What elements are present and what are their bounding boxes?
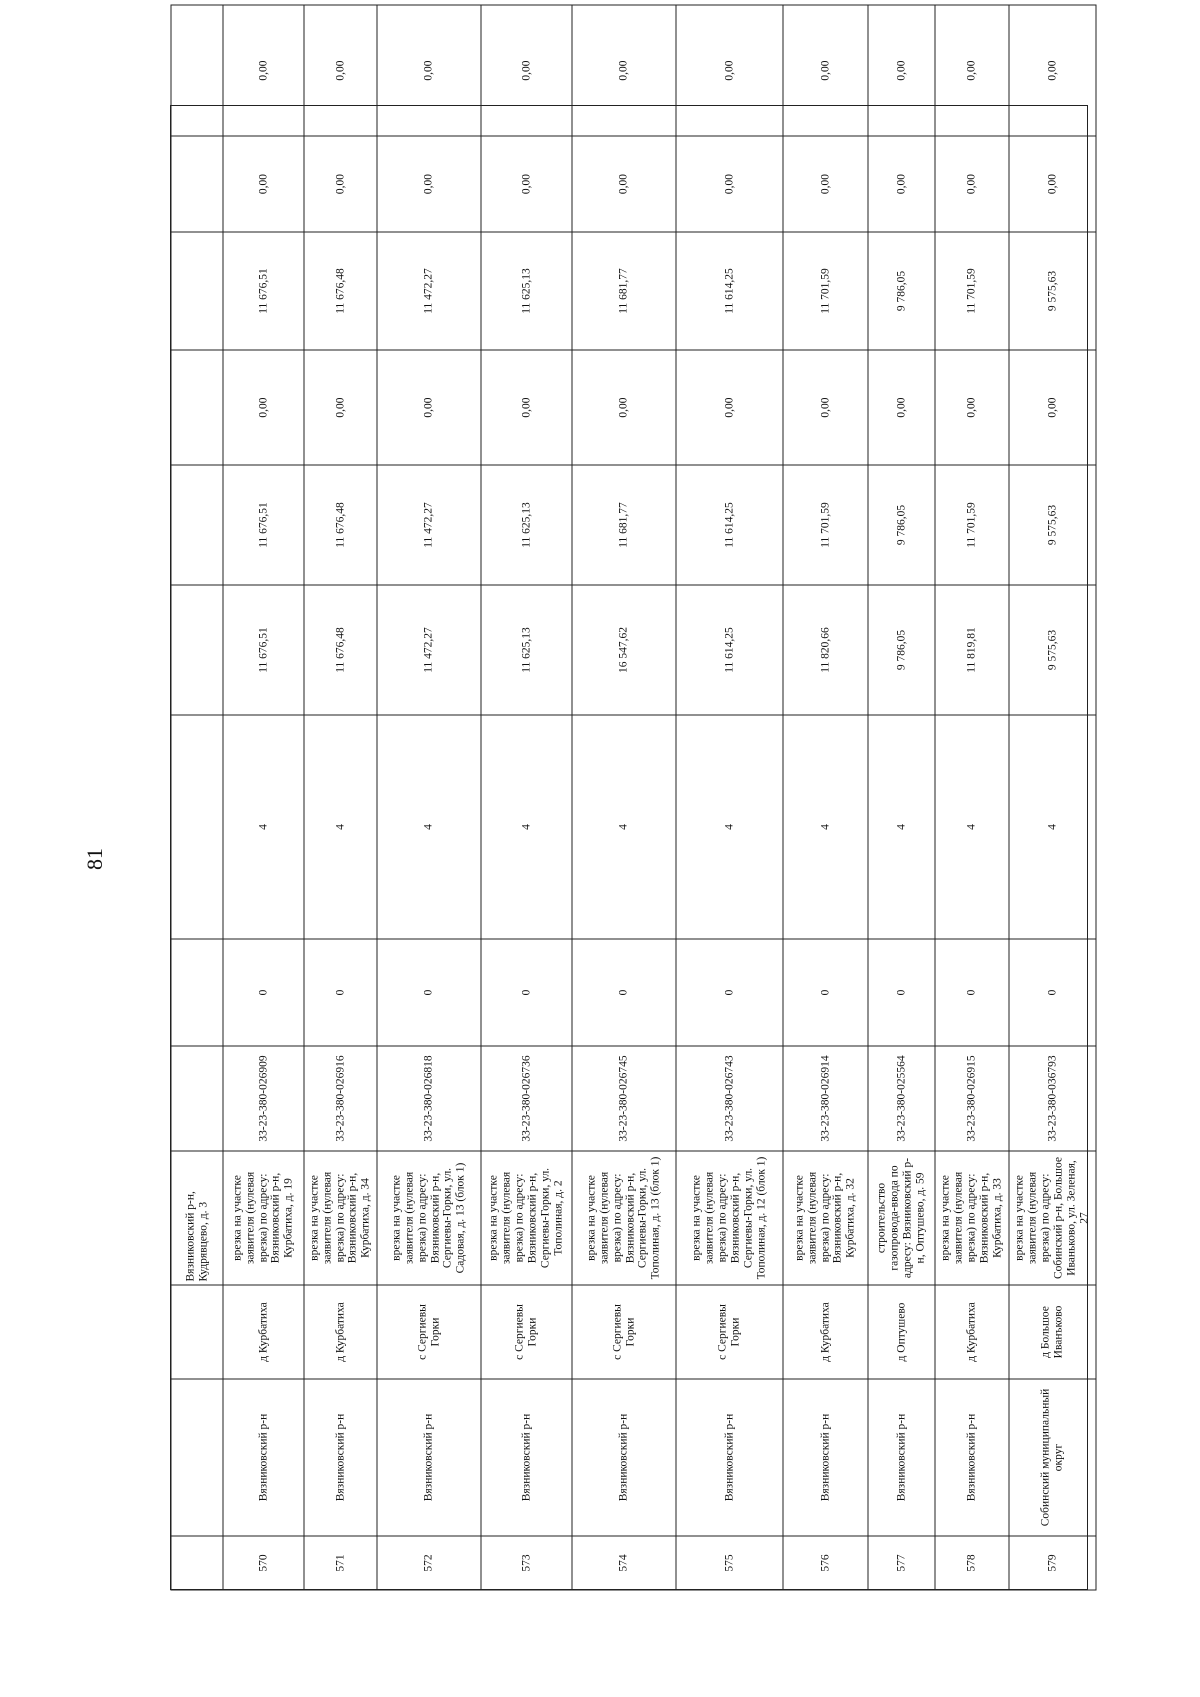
table-cell <box>171 350 223 465</box>
description-cell: врезка на участке заявителя (нулевая врезка) по адресу: Вязниковский р-н, Сергиевы-Горки, ул. Садовая, д. 13 (блок 1) <box>377 1151 481 1285</box>
district-cell: Вязниковский р-н <box>572 1379 676 1536</box>
row-number: 570 <box>223 1536 304 1590</box>
amount-cell: 0,00 <box>783 350 868 465</box>
value-cell: 0 <box>676 939 783 1046</box>
code-cell: 33-23-380-026736 <box>481 1046 572 1151</box>
district-cell: Вязниковский р-н <box>676 1379 783 1536</box>
table-row <box>783 5 868 1590</box>
value-cell: 4 <box>481 715 572 939</box>
table-cell <box>171 232 223 350</box>
amount-cell: 11 614,25 <box>676 585 783 715</box>
row-number: 571 <box>304 1536 377 1590</box>
locality-cell: д Большое Иванъково <box>1009 1285 1096 1379</box>
locality-cell: д Курбатиха <box>223 1285 304 1379</box>
district-cell: Вязниковский р-н <box>481 1379 572 1536</box>
value-cell: 0 <box>481 939 572 1046</box>
amount-cell: 11 614,25 <box>676 465 783 585</box>
locality-cell: с Сергиевы Горки <box>572 1285 676 1379</box>
row-number: 574 <box>572 1536 676 1590</box>
table-cell <box>171 715 223 939</box>
registry-table <box>170 4 1096 1590</box>
amount-cell: 0,00 <box>572 5 676 136</box>
amount-cell: 0,00 <box>572 136 676 232</box>
table-row <box>481 5 572 1590</box>
amount-cell: 11 701,59 <box>783 232 868 350</box>
value-cell: 4 <box>304 715 377 939</box>
amount-cell: 0,00 <box>676 350 783 465</box>
amount-cell: 11 701,59 <box>783 465 868 585</box>
district-cell: Вязниковский р-н <box>223 1379 304 1536</box>
code-cell: 33-23-380-026743 <box>676 1046 783 1151</box>
value-cell: 4 <box>676 715 783 939</box>
amount-cell: 0,00 <box>572 350 676 465</box>
value-cell: 4 <box>935 715 1009 939</box>
value-cell: 4 <box>1009 715 1096 939</box>
amount-cell: 0,00 <box>676 136 783 232</box>
description-cell: врезка на участке заявителя (нулевая врезка) по адресу: Вязниковский р-н, Курбатиха, д. 19 <box>223 1151 304 1285</box>
amount-cell: 0,00 <box>868 350 935 465</box>
amount-cell: 0,00 <box>304 136 377 232</box>
code-cell: 33-23-380-026914 <box>783 1046 868 1151</box>
amount-cell: 11 681,77 <box>572 465 676 585</box>
value-cell: 4 <box>783 715 868 939</box>
district-cell: Вязниковский р-н <box>935 1379 1009 1536</box>
amount-cell: 0,00 <box>1009 350 1096 465</box>
code-cell: 33-23-380-026745 <box>572 1046 676 1151</box>
description-cell: врезка на участке заявителя (нулевая врезка) по адресу: Вязниковский р-н, Сергиевы-Горки, ул. Тополиная, д. 2 <box>481 1151 572 1285</box>
amount-cell: 9 575,63 <box>1009 232 1096 350</box>
amount-cell: 11 472,27 <box>377 465 481 585</box>
amount-cell: 0,00 <box>783 136 868 232</box>
amount-cell: 9 786,05 <box>868 465 935 585</box>
value-cell: 0 <box>572 939 676 1046</box>
value-cell: 0 <box>304 939 377 1046</box>
amount-cell: 9 786,05 <box>868 232 935 350</box>
code-cell: 33-23-380-026818 <box>377 1046 481 1151</box>
value-cell: 0 <box>868 939 935 1046</box>
amount-cell: 11 676,51 <box>223 232 304 350</box>
locality-cell: с Сергиевы Горки <box>676 1285 783 1379</box>
amount-cell: 0,00 <box>481 350 572 465</box>
code-cell: 33-23-380-026915 <box>935 1046 1009 1151</box>
description-cell: врезка на участке заявителя (нулевая врезка) по адресу: Вязниковский р-н, Курбатиха, д. 32 <box>783 1151 868 1285</box>
registry-table-rotated <box>170 59 1090 1590</box>
amount-cell: 16 547,62 <box>572 585 676 715</box>
locality-cell: д Курбатиха <box>935 1285 1009 1379</box>
description-cell: строительство газопровода-ввода по адресу: Вязниковский р-н, Оптушево, д. 59 <box>868 1151 935 1285</box>
amount-cell: 0,00 <box>935 136 1009 232</box>
table-row <box>377 5 481 1590</box>
amount-cell: 11 625,13 <box>481 232 572 350</box>
amount-cell: 11 614,25 <box>676 232 783 350</box>
code-cell: 33-23-380-026916 <box>304 1046 377 1151</box>
amount-cell: 0,00 <box>935 5 1009 136</box>
value-cell: 0 <box>1009 939 1096 1046</box>
amount-cell: 0,00 <box>223 5 304 136</box>
table-row <box>676 5 783 1590</box>
row-number: 576 <box>783 1536 868 1590</box>
amount-cell: 0,00 <box>304 350 377 465</box>
value-cell: 0 <box>377 939 481 1046</box>
amount-cell: 0,00 <box>868 5 935 136</box>
table-cell <box>171 939 223 1046</box>
table-cell <box>171 1046 223 1151</box>
table-cell <box>171 136 223 232</box>
locality-cell: д Курбатиха <box>304 1285 377 1379</box>
description-cell: врезка на участке заявителя (нулевая врезка) по адресу: Вязниковский р-н, Сергиевы-Горки, ул. Тополиная, д. 12 (блок 1) <box>676 1151 783 1285</box>
amount-cell: 11 625,13 <box>481 585 572 715</box>
value-cell: 4 <box>223 715 304 939</box>
amount-cell: 11 676,51 <box>223 465 304 585</box>
row-number: 579 <box>1009 1536 1096 1590</box>
amount-cell: 11 681,77 <box>572 232 676 350</box>
page-number: 81 <box>82 848 107 870</box>
code-cell: 33-23-380-026909 <box>223 1046 304 1151</box>
amount-cell: 0,00 <box>481 5 572 136</box>
amount-cell: 11 472,27 <box>377 232 481 350</box>
row-number: 577 <box>868 1536 935 1590</box>
table-cell <box>171 1379 223 1536</box>
amount-cell: 9 786,05 <box>868 585 935 715</box>
table-row <box>572 5 676 1590</box>
amount-cell: 11 820,66 <box>783 585 868 715</box>
amount-cell: 0,00 <box>1009 136 1096 232</box>
table-cell <box>171 1285 223 1379</box>
amount-cell: 11 676,51 <box>223 585 304 715</box>
description-cell: врезка на участке заявителя (нулевая врезка) по адресу: Вязниковский р-н, Сергиевы-Горки, ул. Тополиная, д. 13 (блок 1) <box>572 1151 676 1285</box>
amount-cell: 0,00 <box>1009 5 1096 136</box>
value-cell: 0 <box>935 939 1009 1046</box>
code-cell: 33-23-380-025564 <box>868 1046 935 1151</box>
value-cell: 0 <box>223 939 304 1046</box>
amount-cell: 11 819,81 <box>935 585 1009 715</box>
description-cell: врезка на участке заявителя (нулевая врезка) по адресу: Вязниковский р-н, Курбатиха, д. 33 <box>935 1151 1009 1285</box>
value-cell: 4 <box>868 715 935 939</box>
amount-cell: 11 676,48 <box>304 232 377 350</box>
amount-cell: 0,00 <box>868 136 935 232</box>
table-row <box>935 5 1009 1590</box>
amount-cell: 0,00 <box>377 350 481 465</box>
code-cell: 33-23-380-036793 <box>1009 1046 1096 1151</box>
registry-table-frame <box>170 59 1090 1590</box>
description-cell: врезка на участке заявителя (нулевая врезка) по адресу: Собинский р-н, Большое Иваньково, ул. Зеленая, 27 <box>1009 1151 1096 1285</box>
value-cell: 4 <box>572 715 676 939</box>
district-cell: Вязниковский р-н <box>868 1379 935 1536</box>
row-number: 575 <box>676 1536 783 1590</box>
locality-cell: с Сергиевы Горки <box>377 1285 481 1379</box>
amount-cell: 9 575,63 <box>1009 585 1096 715</box>
table-cell <box>171 465 223 585</box>
table-cell <box>171 1536 223 1590</box>
table-row <box>1009 5 1096 1590</box>
amount-cell: 0,00 <box>223 136 304 232</box>
locality-cell: д Оптушево <box>868 1285 935 1379</box>
district-cell: Вязниковский р-н <box>304 1379 377 1536</box>
amount-cell: 0,00 <box>304 5 377 136</box>
row-number: 572 <box>377 1536 481 1590</box>
amount-cell: 9 575,63 <box>1009 465 1096 585</box>
amount-cell: 11 676,48 <box>304 585 377 715</box>
amount-cell: 0,00 <box>676 5 783 136</box>
row-number: 578 <box>935 1536 1009 1590</box>
table-row <box>223 5 304 1590</box>
value-cell: 4 <box>377 715 481 939</box>
amount-cell: 0,00 <box>223 350 304 465</box>
district-cell: Собинский муниципальный округ <box>1009 1379 1096 1536</box>
amount-cell: 0,00 <box>481 136 572 232</box>
amount-cell: 0,00 <box>377 5 481 136</box>
table-row-continued <box>171 5 223 1590</box>
table-cell <box>171 585 223 715</box>
amount-cell: 11 701,59 <box>935 232 1009 350</box>
amount-cell: 11 701,59 <box>935 465 1009 585</box>
amount-cell: 11 676,48 <box>304 465 377 585</box>
row-number: 573 <box>481 1536 572 1590</box>
table-row <box>868 5 935 1590</box>
value-cell: 0 <box>783 939 868 1046</box>
locality-cell: с Сергиевы Горки <box>481 1285 572 1379</box>
table-cell <box>171 5 223 136</box>
description-cell: врезка на участке заявителя (нулевая врезка) по адресу: Вязниковский р-н, Курбатиха, д. 34 <box>304 1151 377 1285</box>
table-cell-address: Вязниковский р-н, Кудрявцево, д. 3 <box>171 1151 223 1285</box>
table-row <box>304 5 377 1590</box>
district-cell: Вязниковский р-н <box>377 1379 481 1536</box>
amount-cell: 11 625,13 <box>481 465 572 585</box>
amount-cell: 11 472,27 <box>377 585 481 715</box>
district-cell: Вязниковский р-н <box>783 1379 868 1536</box>
amount-cell: 0,00 <box>783 5 868 136</box>
amount-cell: 0,00 <box>377 136 481 232</box>
locality-cell: д Курбатиха <box>783 1285 868 1379</box>
amount-cell: 0,00 <box>935 350 1009 465</box>
